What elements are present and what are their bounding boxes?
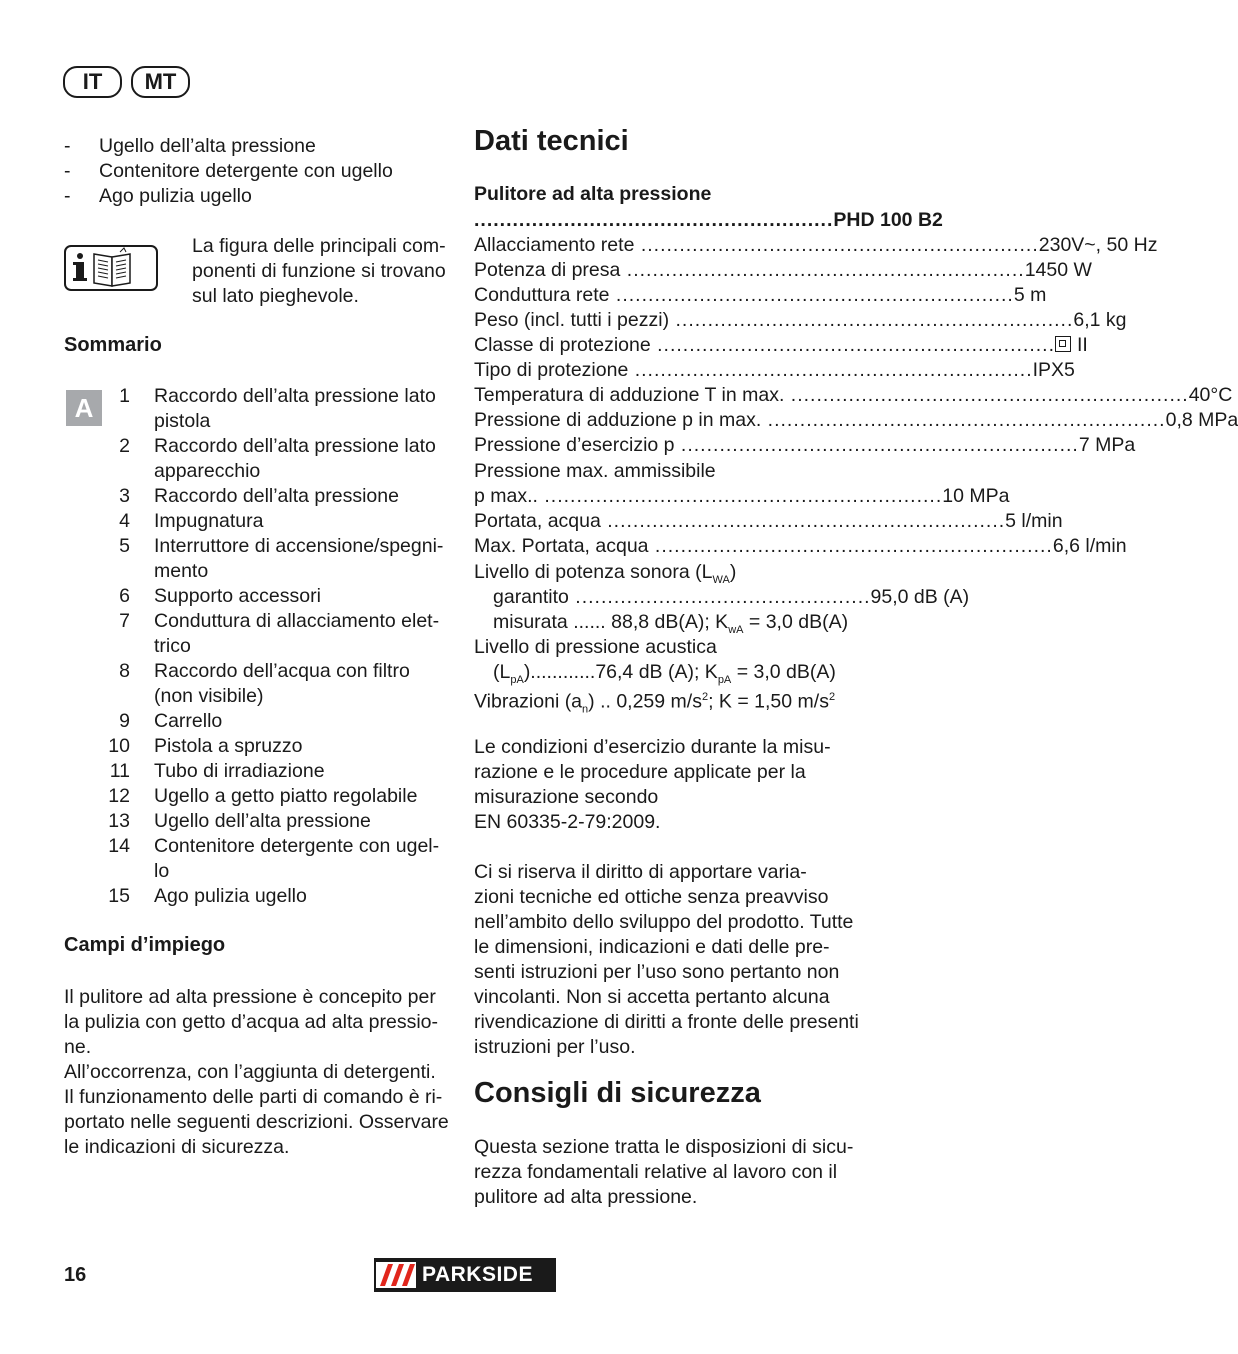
text-line: zioni tecniche ed ottiche senza preavviso [474,886,829,908]
item-number: 12 [108,785,130,807]
text-line: la pulizia con getto d’acqua ad alta pressio- [64,1011,438,1033]
item-label: Raccordo dell’acqua con filtro [154,660,410,682]
pmax-label: Pressione max. ammissibile [474,460,716,482]
item-number: 1 [119,385,130,407]
text-line: rivendicazione di diritti a fronte delle presenti [474,1011,859,1033]
item-label: lo [154,860,170,882]
dot-leader: ........................................................ [474,209,834,231]
spec-row [474,484,1010,509]
pressure-label: Livello di pressione acustica [474,636,717,658]
spec-value: 10 MPa [942,485,1010,507]
item-label: Impugnatura [154,510,264,532]
dot-leader: .............................................................. [600,510,1006,532]
spec-row [474,358,1075,383]
spec-label: garantito [493,586,569,608]
text-line: le indicazioni di sicurezza. [64,1136,290,1158]
text-line: rezza fondamentali relative al lavoro con il [474,1161,838,1183]
spec-row [474,308,1127,333]
spec-row [474,509,1063,534]
dot-leader: .............................................................. [537,485,943,507]
spec-row [474,333,1088,358]
info-text-line: sul lato pieghevole. [192,285,359,307]
info-text-line: La figura delle principali com- [192,235,446,257]
product-label: Pulitore ad alta pressione [474,183,712,205]
bullet-item: Contenitore detergente con ugello [99,160,393,182]
item-number: 9 [119,710,130,732]
text-line: nell’ambito dello sviluppo del prodotto. Tutte [474,911,854,933]
spec-label: p max.. [474,485,538,507]
dot-leader: .............................................................. [609,284,1014,306]
dot-leader: .............................................................. [669,309,1074,331]
item-label: Carrello [154,710,223,732]
bullet-dash: - [64,160,71,182]
item-number: 13 [108,810,130,832]
item-number: 3 [119,485,130,507]
spec-value: 0,8 MPa [1165,409,1238,431]
item-number: 11 [109,760,130,782]
spec-value: 1450 W [1024,259,1092,281]
item-label: Raccordo dell’alta pressione lato [154,385,436,407]
spec-value: II [1055,333,1088,358]
sommario-heading: Sommario [64,334,162,356]
item-number: 10 [108,735,130,757]
text-line: Questa sezione tratta le disposizioni di sicu- [474,1136,854,1158]
text-line: ne. [64,1036,92,1058]
text-line: Le condizioni d’esercizio durante la misu- [474,736,831,758]
lpa-row: $(L_{pA})............76,4$ dB (A); $K_{pA} = 3,0$ dB(A) [493,661,836,686]
spec-value: 5 m [1013,284,1047,306]
text-line: vincolanti. Non si accetta pertanto alcuna [474,986,830,1008]
dati-tecnici-heading: Dati tecnici [474,125,629,157]
spec-row [474,433,1136,458]
misurata-row: misurata ...... 88,8 dB(A); $K_{wA} = 3,0$ dB(A) [493,611,849,636]
spec-value: 230V~, 50 Hz [1038,234,1158,256]
spec-label: Conduttura rete [474,284,610,306]
item-number: 8 [119,660,130,682]
item-label: Ago pulizia ugello [154,885,307,907]
item-label: trico [154,635,191,657]
dot-leader: .............................................................. [761,409,1166,431]
spec-row [474,233,1158,258]
logo-stripes-icon [376,1262,416,1288]
product-model-row [474,208,943,233]
dot-leader: .............................................................. [648,535,1053,557]
spec-value: IPX5 [1032,359,1075,381]
item-label: Tubo di irradiazione [154,760,325,782]
spec-row [474,383,1233,408]
item-label: Supporto accessori [154,585,321,607]
item-label: (non visibile) [154,685,264,707]
bullet-item: Ugello dell’alta pressione [99,135,316,157]
figure-a-badge: A [66,390,102,426]
dot-leader: .............................................................. [628,359,1033,381]
spec-label: Peso (incl. tutti i pezzi) [474,309,670,331]
item-label: Ugello dell’alta pressione [154,810,371,832]
spec-value: 95,0 dB (A) [870,586,970,608]
text-line: EN 60335-2-79:2009. [474,811,661,833]
text-line: Ci si riserva il diritto di apportare varia- [474,861,807,883]
item-label: Contenitore detergente con ugel- [154,835,440,857]
spec-row [474,534,1127,559]
text-line: razione e le procedure applicate per la [474,761,806,783]
item-number: 15 [108,885,130,907]
bullet-dash: - [64,135,71,157]
spec-value: 40°C [1188,384,1233,406]
spec-row [474,408,1238,433]
spec-label: Tipo di protezione [474,359,629,381]
item-number: 14 [108,835,130,857]
dot-leader: .............................................................. [634,234,1039,256]
vibration-row: Vibrazioni $(a_n)$ .. 0,259 $m/s^2$; K = 1,50 $m/s^2$ [474,690,836,716]
spec-value: 5 l/min [1005,510,1063,532]
item-number: 4 [119,510,130,532]
item-label: Raccordo dell’alta pressione [154,485,399,507]
spec-value: 7 MPa [1078,434,1136,456]
consigli-heading: Consigli di sicurezza [474,1077,761,1109]
page-number: 16 [64,1264,87,1286]
text-line: Il pulitore ad alta pressione è concepito per [64,986,436,1008]
item-label: Interruttore di accensione/spegni- [154,535,444,557]
text-line: senti istruzioni per l’uso sono pertanto non [474,961,840,983]
spec-label: Portata, acqua [474,510,601,532]
text-line: All’occorrenza, con l’aggiunta di detergenti. [64,1061,436,1083]
sound-power-label: Livello di potenza sonora $(L_{WA})$ [474,561,737,586]
lang-badge-it: IT [63,66,122,98]
product-model: PHD 100 B2 [833,209,943,231]
text-line: misurazione secondo [474,786,659,808]
text-line: portato nelle seguenti descrizioni. Osservare [64,1111,449,1133]
spec-label: Allacciamento rete [474,234,635,256]
dot-leader: .............................................................. [674,434,1079,456]
bullet-dash: - [64,185,71,207]
lang-badge-mt: MT [131,66,190,98]
item-label: Raccordo dell’alta pressione lato [154,435,436,457]
text-line: istruzioni per l’uso. [474,1036,636,1058]
text-line: pulitore ad alta pressione. [474,1186,698,1208]
parkside-logo [374,1258,556,1292]
spec-label: Classe di protezione [474,334,651,356]
item-label: Pistola a spruzzo [154,735,303,757]
spec-value: 6,6 l/min [1052,535,1127,557]
spec-row [474,283,1047,308]
dot-leader: .............................................................. [650,334,1056,356]
spec-label: Temperatura di adduzione T in max. [474,384,785,406]
dot-leader: .............................................................. [620,259,1025,281]
item-label: pistola [154,410,211,432]
item-label: Ugello a getto piatto regolabile [154,785,418,807]
class-ii-icon [1055,336,1071,352]
dot-leader: .............................................................. [784,384,1189,406]
logo-text: PARKSIDE [422,1263,533,1286]
garantito-row [493,585,970,610]
text-line: le dimensioni, indicazioni e dati delle pre- [474,936,830,958]
item-number: 2 [119,435,130,457]
item-number: 6 [119,585,130,607]
item-number: 7 [119,610,130,632]
item-number: 5 [119,535,130,557]
dot-leader: .............................................. [568,586,871,608]
item-label: apparecchio [154,460,261,482]
campi-heading: Campi d’impiego [64,934,226,956]
item-label: Conduttura di allacciamento elet- [154,610,440,632]
spec-value: 6,1 kg [1073,309,1127,331]
spec-label: Potenza di presa [474,259,621,281]
info-manual-icon [64,244,159,292]
spec-label: Max. Portata, acqua [474,535,649,557]
text-line: Il funzionamento delle parti di comando è ri- [64,1086,443,1108]
spec-row [474,258,1092,283]
info-text-line: ponenti di funzione si trovano [192,260,446,282]
bullet-item: Ago pulizia ugello [99,185,252,207]
item-label: mento [154,560,209,582]
spec-label: Pressione di adduzione p in max. [474,409,762,431]
spec-label: Pressione d’esercizio p [474,434,675,456]
